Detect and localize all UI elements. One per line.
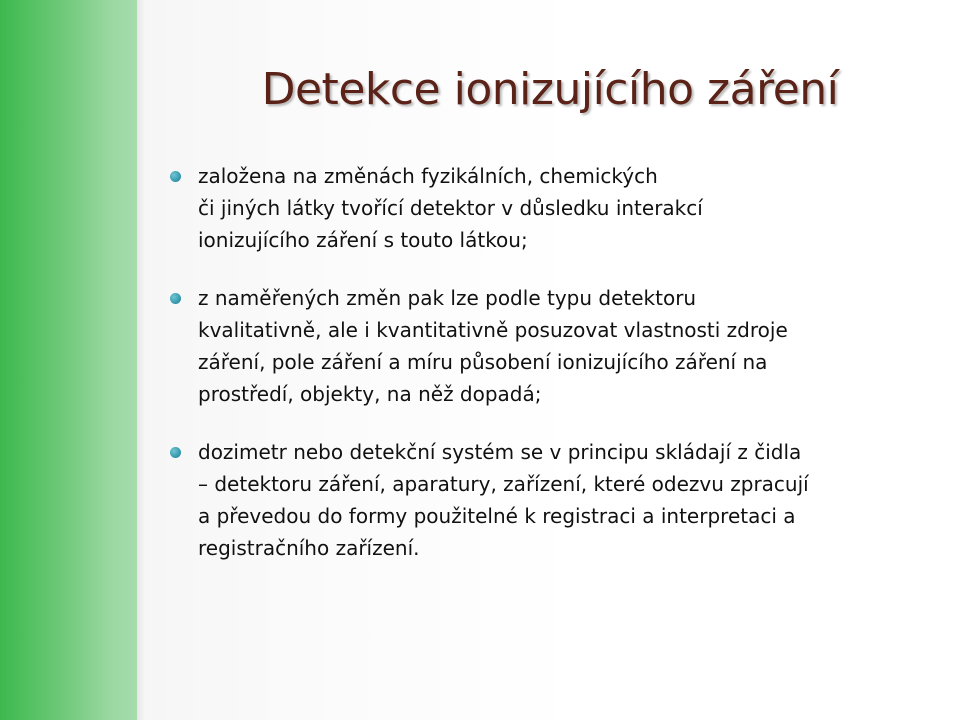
bullet-line: prostředí, objekty, na něž dopadá;	[198, 382, 542, 406]
bullet-item	[170, 160, 930, 256]
bullet-line: založena na změnách fyzikálních, chemických	[198, 164, 658, 188]
bullet-item	[170, 436, 930, 564]
bullet-line: záření, pole záření a míru působení ionizujícího záření na	[198, 350, 768, 374]
bullet-line: dozimetr nebo detekční systém se v principu skládají z čidla	[198, 440, 802, 464]
bullet-line: a převedou do formy použitelné k registraci a interpretaci a	[198, 504, 796, 528]
bullet-line: kvalitativně, ale i kvantitativně posuzovat vlastnosti zdroje	[198, 318, 788, 342]
bullet-list	[170, 160, 930, 590]
bullet-line: ionizujícího záření s touto látkou;	[198, 228, 528, 252]
bullet-dot-icon	[170, 293, 181, 304]
bullet-dot-icon	[170, 171, 181, 182]
bullet-item	[170, 282, 930, 410]
bullet-dot-icon	[170, 447, 181, 458]
bullet-line: či jiných látky tvořící detektor v důsledku interakcí	[198, 196, 703, 220]
bullet-line: – detektoru záření, aparatury, zařízení, které odezvu zpracují	[198, 472, 809, 496]
bullet-line: registračního zařízení.	[198, 536, 420, 560]
slide-title: Detekce ionizujícího záření	[261, 64, 839, 115]
bullet-line: z naměřených změn pak lze podle typu detektoru	[198, 286, 697, 310]
green-sidebar-bar	[0, 0, 137, 720]
